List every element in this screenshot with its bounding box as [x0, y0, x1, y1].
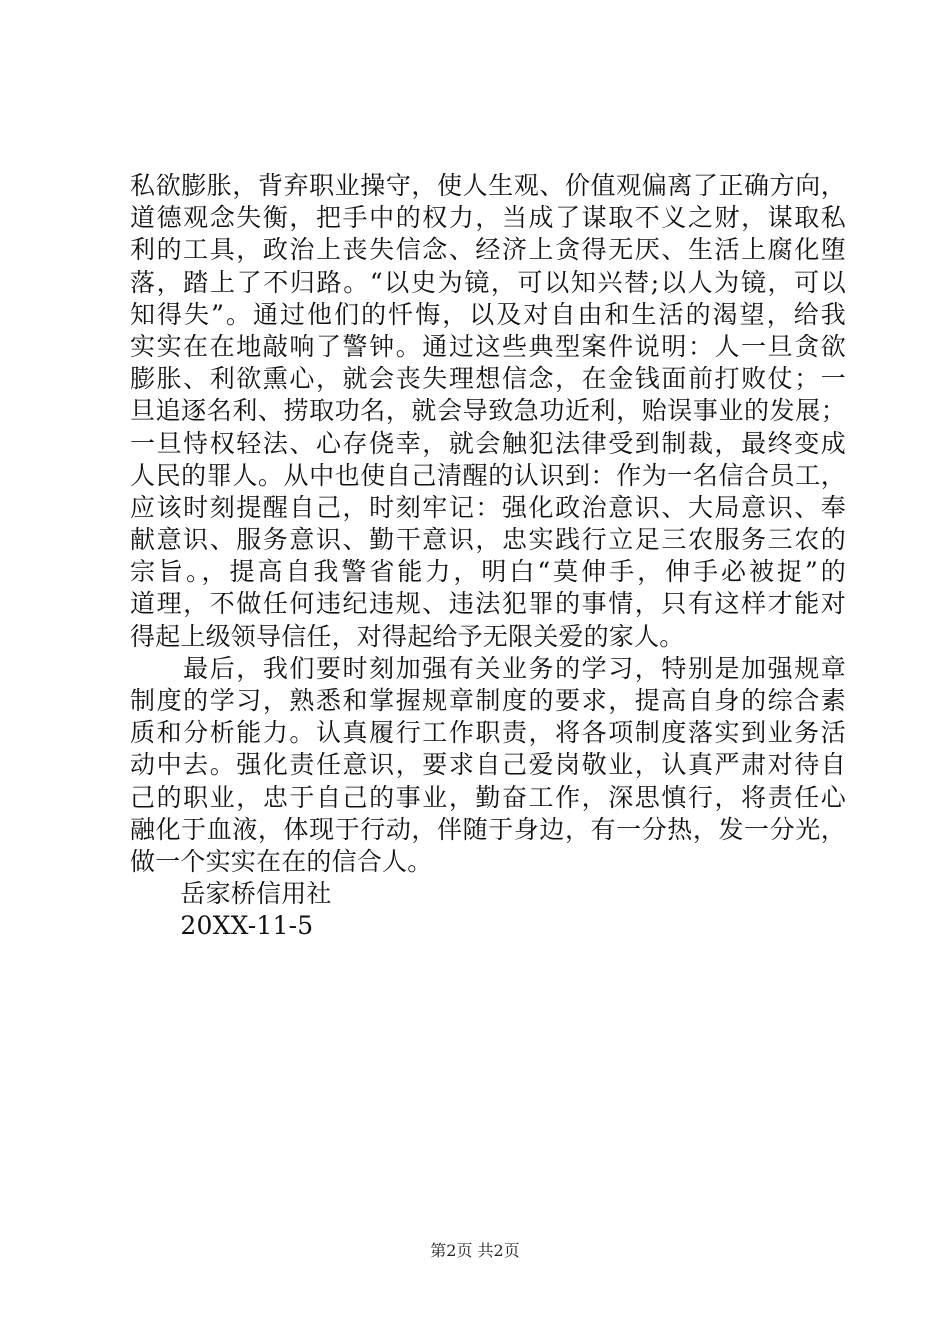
text-line: 质和分析能力。认真履行工作职责，将各项制度落实到业务活 [130, 718, 846, 748]
text-line: 动中去。强化责任意识，要求自己爱岗敬业，认真严肃对待自 [130, 750, 846, 780]
text-line: 道德观念失衡，把手中的权力，当成了谋取不义之财，谋取私 [130, 203, 846, 233]
text-line: 应该时刻提醒自己，时刻牢记：强化政治意识、大局意识、奉 [130, 492, 846, 522]
text-line: 献意识、服务意识、勤干意识，忠实践行立足三农服务三农的 [130, 525, 846, 555]
text-line: 制度的学习，熟悉和掌握规章制度的要求，提高自身的综合素 [130, 686, 846, 715]
text-line: 膨胀、利欲熏心，就会丧失理想信念，在金钱面前打败仗；一 [130, 364, 846, 394]
text-line: 知得失”。通过他们的忏悔，以及对自由和生活的渴望，给我 [130, 299, 846, 329]
text-line: 私欲膨胀，背弃职业操守，使人生观、价值观偏离了正确方向， [130, 171, 846, 200]
text-line: 宗旨。，提高自我警省能力，明白“莫伸手，伸手必被捉”的 [130, 557, 846, 587]
text-line: 人民的罪人。从中也使自己清醒的认识到：作为一名信合员工， [130, 460, 846, 490]
text-line: 利的工具，政治上丧失信念、经济上贪得无厌、生活上腐化堕 [130, 235, 846, 265]
signature-date: 20XX-11-5 [130, 911, 314, 941]
text-line: 做一个实实在在的信合人。 [130, 846, 433, 876]
signature-organization: 岳家桥信用社 [130, 879, 332, 909]
text-line: 得起上级领导信任，对得起给予无限关爱的家人。 [130, 621, 685, 651]
text-line: 一旦恃权轻法、心存侥幸，就会触犯法律受到制裁，最终变成 [130, 428, 846, 458]
text-line: 实实在在地敲响了警钟。通过这些典型案件说明：人一旦贪欲 [130, 331, 846, 361]
text-line: 最后，我们要时刻加强有关业务的学习，特别是加强规章 [130, 653, 846, 683]
text-line: 融化于血液，体现于行动，伴随于身边，有一分热，发一分光， [130, 814, 846, 844]
text-line: 落，踏上了不归路。“以史为镜，可以知兴替;以人为镜，可以 [130, 267, 846, 297]
body-text [130, 170, 846, 943]
text-line: 道理，不做任何违纪违规、违法犯罪的事情，只有这样才能对 [130, 589, 846, 619]
text-line: 旦追逐名利、捞取功名，就会导致急功近利，贻误事业的发展； [130, 396, 846, 426]
page-number: 第2页 共2页 [430, 1241, 520, 1260]
text-line: 己的职业，忠于自己的事业，勤奋工作，深思慎行，将责任心 [130, 782, 846, 812]
